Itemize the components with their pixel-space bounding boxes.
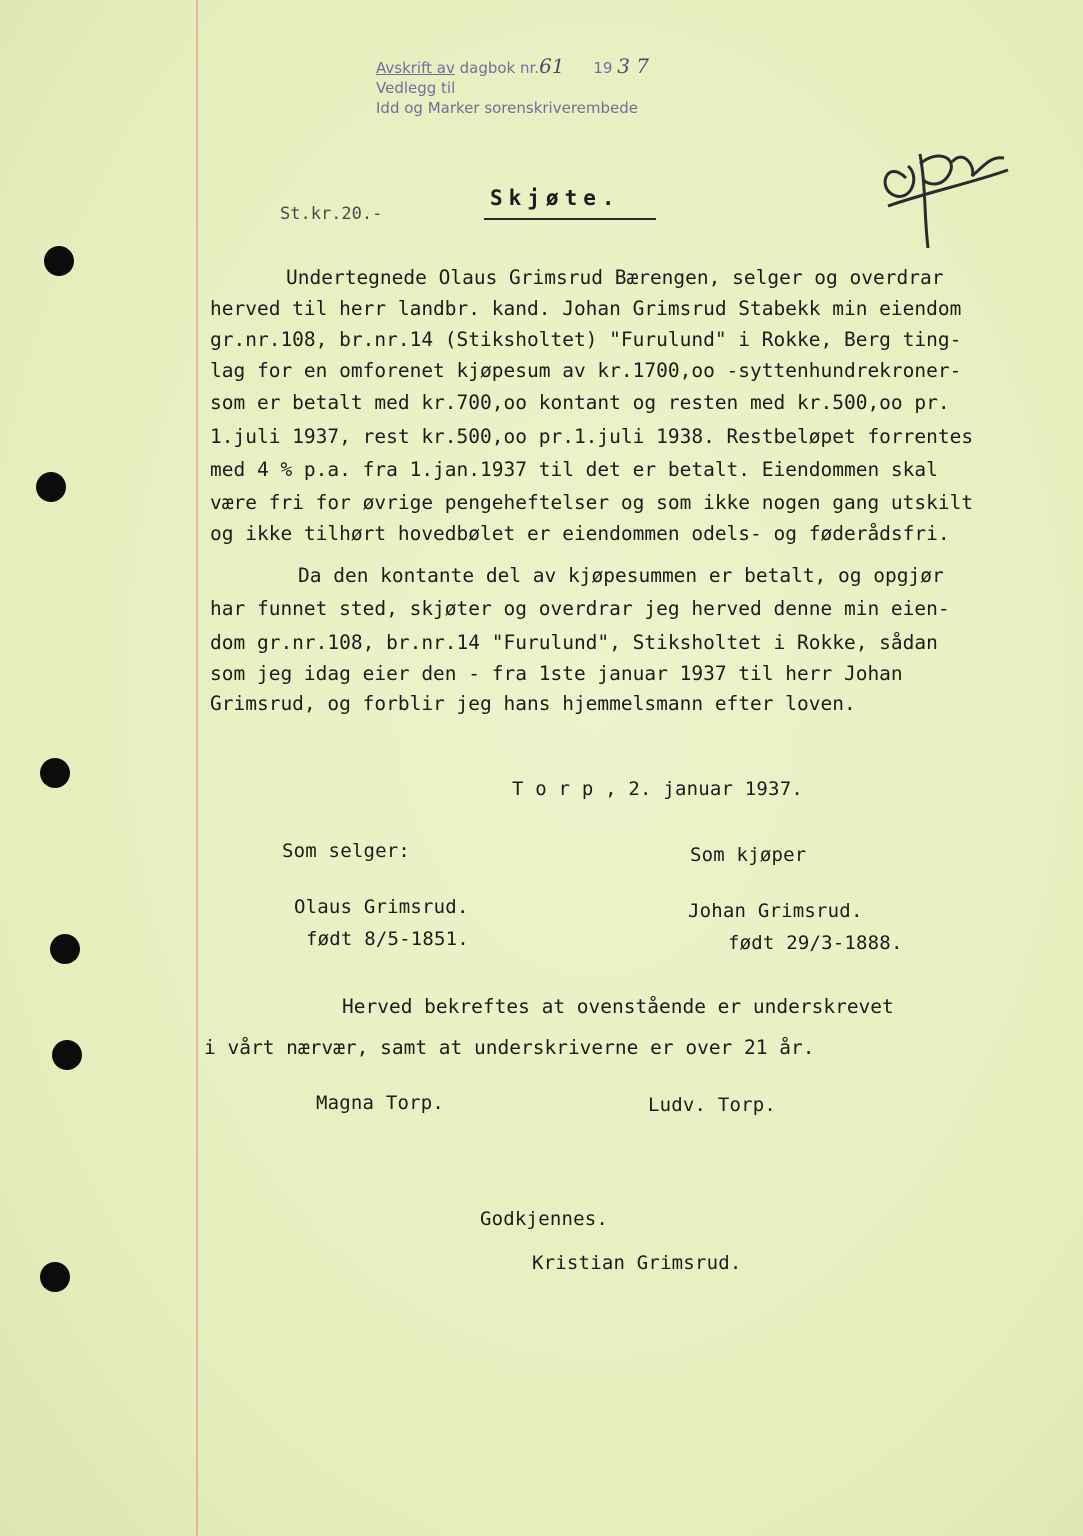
buyer-role: Som kjøper [690,844,807,866]
binder-hole [44,246,74,276]
handwritten-initials [868,118,1018,258]
paragraph-2-line: som jeg idag eier den - fra 1ste januar 1937 til herr Johan [210,662,903,685]
paragraph-1-line: 1.juli 1937, rest kr.500,oo pr.1.juli 1938. Restbeløpet forrentes [210,425,974,448]
dagbok-number: 61 [539,54,565,78]
paragraph-1-line: være fri for øvrige pengeheftelser og som ikke nogen gang utskilt [210,491,974,514]
stamp-dagbok: dagbok nr. [459,59,540,77]
stamp-line-2: Vedlegg til [376,79,456,97]
buyer-name: Johan Grimsrud. [688,900,863,922]
stamp-line-3: Idd og Marker sorenskriverembede [376,99,639,117]
margin-line [196,0,198,1536]
paragraph-1-line: Undertegnede Olaus Grimsrud Bærengen, selger og overdrar [286,266,944,289]
place-and-date: T o r p , 2. januar 1937. [512,778,803,800]
binder-hole [50,934,80,964]
stamp-avskrift: Avskrift av [376,59,455,77]
buyer-birthdate: født 29/3-1888. [728,932,903,954]
title-underline [484,218,656,220]
seller-role: Som selger: [282,840,411,862]
witness-statement-line: i vårt nærvær, samt at underskriverne er over 21 år. [204,1036,815,1059]
registry-stamp [376,56,649,118]
binder-hole [40,1262,70,1292]
witness-statement-line: Herved bekreftes at ovenstående er underskrevet [342,995,894,1018]
paragraph-2-line: har funnet sted, skjøter og overdrar jeg herved denne min eien- [210,597,950,620]
stamp-year-suffix: 3 7 [617,54,649,78]
witness-2: Ludv. Torp. [648,1094,777,1116]
paragraph-1-line: og ikke tilhørt hovedbølet er eiendommen odels- og føderådsfri. [210,522,950,545]
fee-note: St.kr.20.- [280,204,383,224]
stamp-year-prefix: 19 [593,59,613,77]
binder-hole [52,1040,82,1070]
paragraph-1-line: lag for en omforenet kjøpesum av kr.1700,oo -syttenhundrekroner- [210,359,962,382]
paragraph-1-line: som er betalt med kr.700,oo kontant og resten med kr.500,oo pr. [210,391,950,414]
paragraph-2-line: Da den kontante del av kjøpesummen er betalt, og opgjør [298,564,944,587]
approver-name: Kristian Grimsrud. [532,1252,742,1274]
stamp-line-1 [376,56,649,78]
paragraph-1-line: med 4 % p.a. fra 1.jan.1937 til det er betalt. Eiendommen skal [210,458,938,481]
paragraph-2-line: Grimsrud, og forblir jeg hans hjemmelsmann efter loven. [210,692,856,715]
paragraph-1-line: gr.nr.108, br.nr.14 (Stiksholtet) "Furulund" i Rokke, Berg ting- [210,328,962,351]
seller-name: Olaus Grimsrud. [294,896,469,918]
document-title: Skjøte. [490,186,621,210]
paragraph-1-line: herved til herr landbr. kand. Johan Grimsrud Stabekk min eiendom [210,297,962,320]
approval-text: Godkjennes. [480,1208,609,1230]
witness-1: Magna Torp. [316,1092,445,1114]
binder-hole [40,758,70,788]
binder-hole [36,472,66,502]
paragraph-2-line: dom gr.nr.108, br.nr.14 "Furulund", Stiksholtet i Rokke, sådan [210,631,938,654]
seller-birthdate: født 8/5-1851. [306,928,469,950]
